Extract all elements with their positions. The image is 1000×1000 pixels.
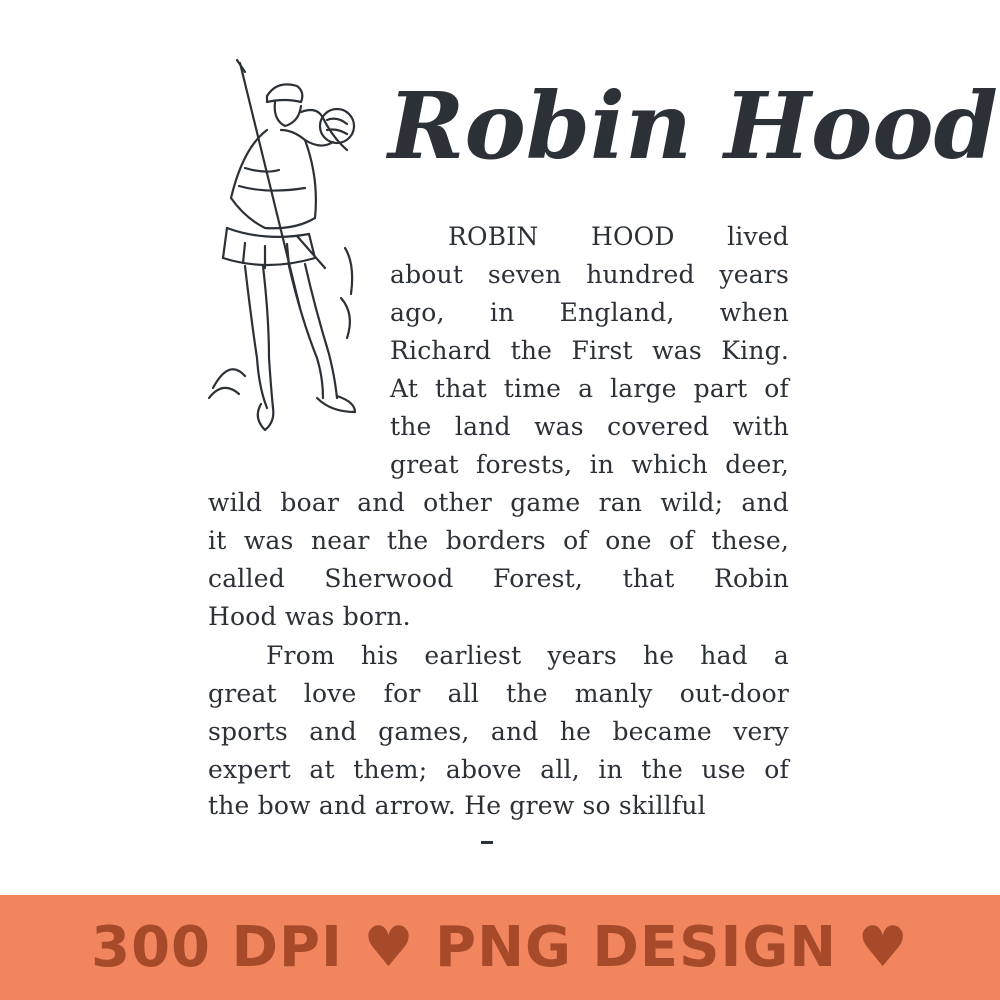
body-line: great forests, in which deer, (390, 450, 789, 479)
body-line: about seven hundred years (390, 260, 789, 289)
title-text: Robin Hood (388, 72, 998, 180)
robin-hood-illustration-icon (205, 58, 365, 438)
body-line: the bow and arrow. He grew so skillful (208, 791, 706, 820)
body-line: the land was covered with (390, 412, 789, 441)
title-lettering (380, 62, 998, 192)
promo-banner (0, 895, 1000, 1000)
body-line: From his earliest years he had a (266, 641, 789, 670)
body-line: called Sherwood Forest, that Robin (208, 564, 789, 593)
body-line: expert at them; above all, in the use of (208, 755, 789, 784)
body-line: ROBIN HOOD lived (448, 222, 789, 251)
body-line: Richard the First was King. (390, 336, 789, 365)
body-line: At that time a large part of (390, 374, 789, 403)
body-line: ago, in England, when (390, 298, 789, 327)
page-mark (481, 841, 493, 844)
body-line: it was near the borders of one of these, (208, 526, 789, 555)
body-line: wild boar and other game ran wild; and (208, 488, 789, 517)
body-line: great love for all the manly out-door (208, 679, 789, 708)
body-line: sports and games, and he became very (208, 717, 789, 746)
banner-text: 300 DPI ♥ PNG DESIGN ♥ (91, 915, 909, 980)
body-line: Hood was born. (208, 602, 411, 631)
